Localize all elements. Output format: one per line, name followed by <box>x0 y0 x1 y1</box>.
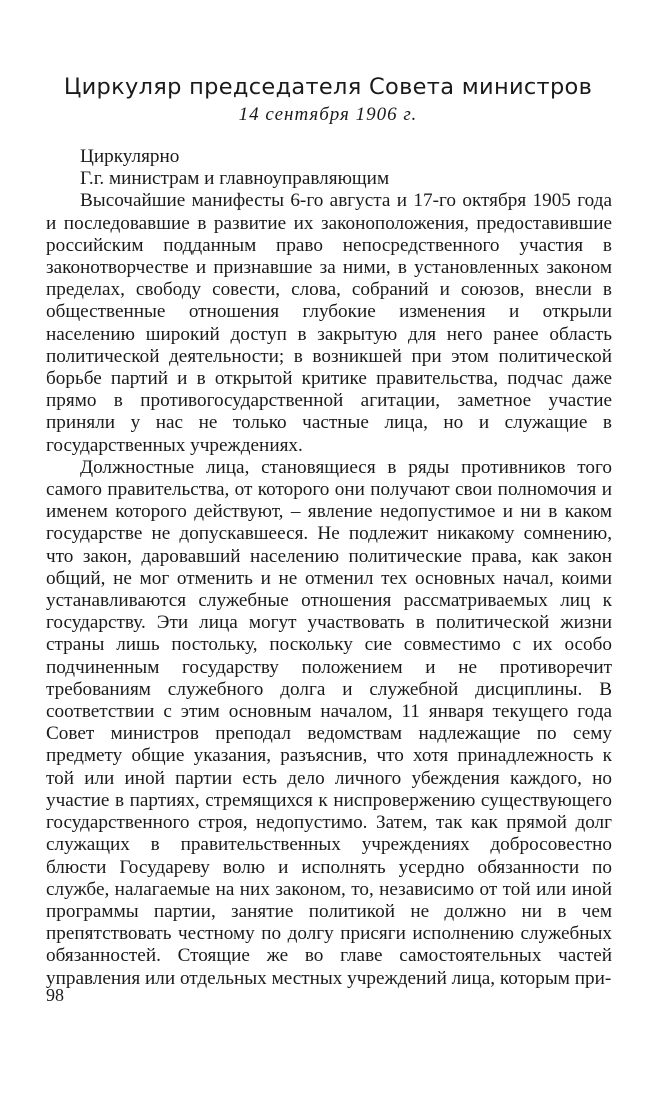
paragraph-2: Должностные лица, становящиеся в ряды противников того самого правительства, от которого они получают свои полномочия и именем которого действуют, – явление недопустимое и ни в каком государстве не допускавшееся. Не подлежит никакому сомнению, что закон, даровавший населению политические права, как закон общий, не мог отменить и не отменил тех основных начал, коими устанавливаются служебные отношения рассматриваемых лиц к государству. Эти лица могут участвовать в политической жизни страны лишь постольку, поскольку сие совместимо с их особо подчиненным государству положением и не противоречит требованиям служебного долга и служебной дисциплины. В соответствии с этим основным началом, 11 января текущего года Совет министров преподал ведомствам надлежащие по сему предмету общие указания, разъяснив, что хотя принадлежность к той или иной партии есть дело личного убеждения каждого, но участие в партиях, стремящихся к ниспровержению существующего государственного строя, недопустимо. Затем, так как прямой долг служащих в правительственных учреждениях добросовестно блюсти Государеву волю и исполнять усердно обязанности по службе, налагаемые на них законом, то, независимо от той или иной программы партии, занятие политикой не должно ни в чем препятствовать честному по долгу присяги исполнению служебных обязанностей. Стоящие же во главе самостоятельных частей управления или отдельных местных учреждений лица, которым при- <box>46 456 612 989</box>
document-body <box>46 146 612 990</box>
document-date: 14 сентября 1906 г. <box>238 104 418 125</box>
salutation-line-2: Г.г. министрам и главноуправляющим <box>80 168 390 190</box>
paragraph-1: Высочайшие манифесты 6-го августа и 17-го октября 1905 года и последовавшие в развитие их законоположения, предоставившие российским подданным право непосредственного участия в законотворчестве и признавшие за ними, в установленных законом пределах, свободу совести, слова, собраний и союзов, внесли в общественные отношения глубокие изменения и открыли населению широкий доступ в закрытую для него ранее область политической деятельности; в возникшей при этом политической борьбе партий и в открытой критике правительства, подчас даже прямо в противогосударственной агитации, заметное участие приняли у нас не только частные лица, но и служащие в государственных учреждениях. <box>46 190 612 456</box>
page-number: 98 <box>46 985 64 1005</box>
salutation-line-1: Циркулярно <box>80 146 180 167</box>
document-title: Циркуляр председателя Совета министров <box>63 74 593 100</box>
